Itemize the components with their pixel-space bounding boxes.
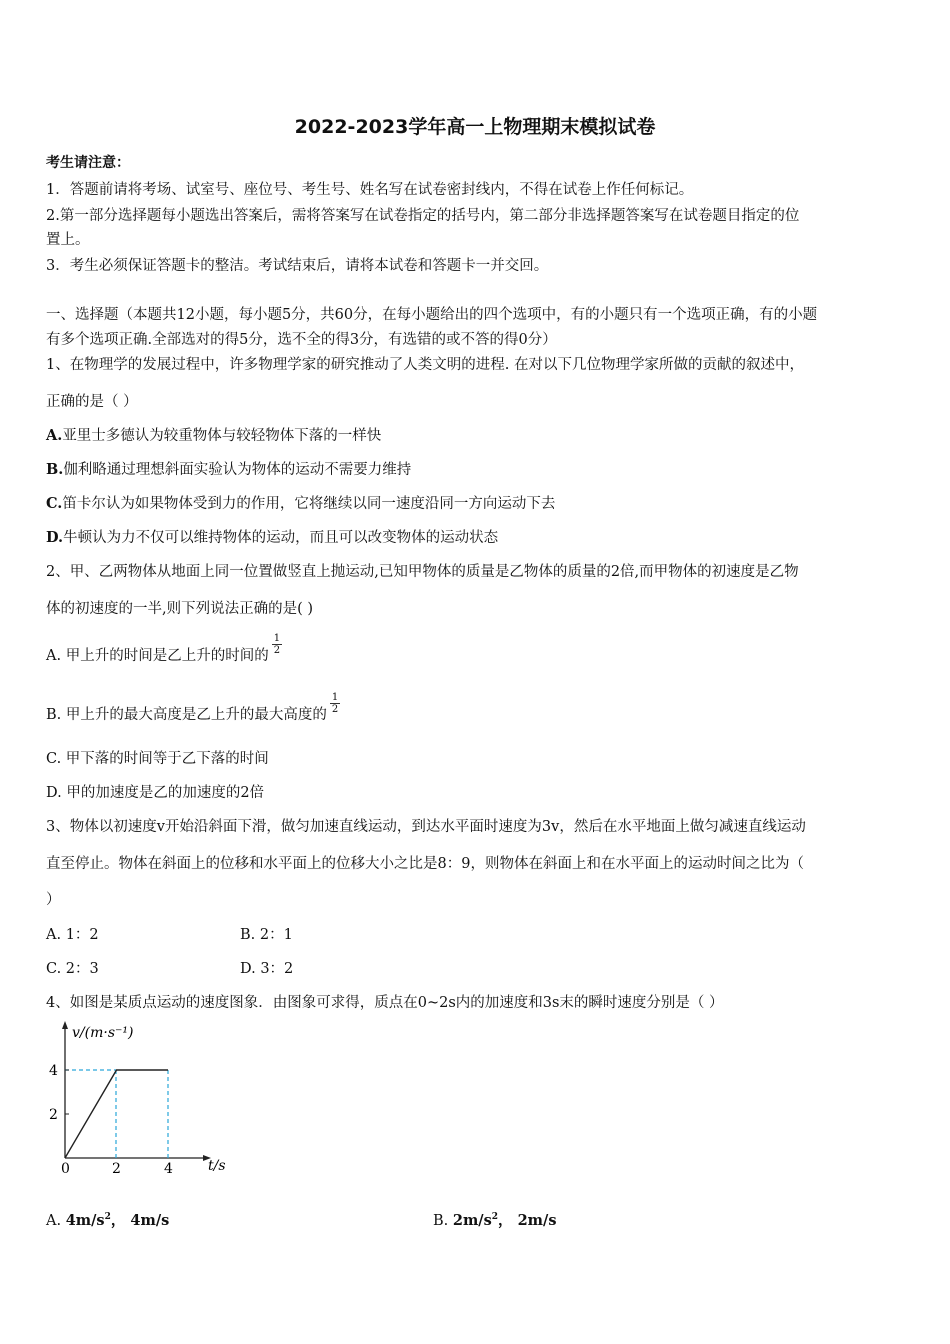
q1-option-d-label: D. bbox=[46, 529, 64, 546]
q2-option-a-text: A. 甲上升的时间是乙上升的时间的 bbox=[46, 648, 269, 664]
q1-option-b-text: 伽利略通过理想斜面实验认为物体的运动不需要力维持 bbox=[63, 462, 412, 478]
q1-option-a-text: 亚里士多德认为较重物体与较轻物体下落的一样快 bbox=[62, 428, 382, 444]
q3-option-a: A. 1：2 bbox=[46, 927, 99, 943]
x-axis-label: t/s bbox=[208, 1158, 226, 1174]
fraction-denominator: 2 bbox=[331, 703, 339, 715]
q4-stem: 4、如图是某质点运动的速度图象．由图象可求得，质点在0~2s内的加速度和3s末的瞬时速度分别是（ ） bbox=[46, 995, 724, 1011]
q4-option-b-value: 2m/s bbox=[452, 1212, 492, 1229]
fraction-numerator: 1 bbox=[331, 691, 339, 703]
q1-option-c-text: 笛卡尔认为如果物体受到力的作用，它将继续以同一速度沿同一方向运动下去 bbox=[62, 496, 556, 512]
q2-option-d: D. 甲的加速度是乙的加速度的2倍 bbox=[46, 785, 265, 801]
section-heading-1: 一、选择题（本题共12小题，每小题5分，共60分，在每小题给出的四个选项中，有的小题只有一个选项正确，有的小题 bbox=[46, 307, 818, 323]
fraction-one-half bbox=[330, 692, 340, 715]
q2-stem-2: 体的初速度的一半,则下列说法正确的是( ) bbox=[46, 601, 314, 617]
q1-option-d bbox=[46, 526, 498, 547]
q3-stem-3: ） bbox=[46, 892, 61, 908]
fraction-one-half bbox=[272, 633, 282, 656]
q1-option-c-label: C. bbox=[46, 495, 63, 512]
y-axis-arrow bbox=[62, 1021, 68, 1029]
x-tick-label-2: 2 bbox=[112, 1161, 121, 1177]
q1-option-d-text: 牛顿认为力不仅可以维持物体的运动，而且可以改变物体的运动状态 bbox=[63, 530, 499, 546]
q1-stem-2: 正确的是（ ） bbox=[46, 394, 138, 410]
velocity-time-chart bbox=[40, 1018, 240, 1178]
notice-item-3: 3．考生必须保证答题卡的整洁。考试结束后，请将本试卷和答题卡一并交回。 bbox=[46, 258, 549, 274]
q1-option-a bbox=[46, 424, 381, 445]
page-title: 2022-2023学年高一上物理期末模拟试卷 bbox=[294, 116, 656, 138]
q1-option-b bbox=[46, 458, 411, 479]
q3-option-d: D. 3：2 bbox=[240, 961, 294, 977]
q3-option-c: C. 2：3 bbox=[46, 961, 99, 977]
q1-stem-1: 1、在物理学的发展过程中，许多物理学家的研究推动了人类文明的进程. 在对以下几位物理学家所做的贡献的叙述中， bbox=[46, 357, 804, 373]
q2-option-b-text: B. 甲上升的最大高度是乙上升的最大高度的 bbox=[46, 707, 327, 723]
q4-option-b bbox=[433, 1209, 557, 1230]
q2-option-a bbox=[46, 632, 282, 668]
q3-option-b: B. 2：1 bbox=[240, 927, 293, 943]
q4-option-a-value-2: ， 4m/s bbox=[110, 1212, 170, 1229]
x-tick-label-4: 4 bbox=[164, 1161, 173, 1177]
y-tick-label-4: 4 bbox=[49, 1063, 58, 1079]
y-axis-label: v/(m·s⁻¹) bbox=[72, 1025, 134, 1041]
section-heading-2: 有多个选项正确.全部选对的得5分，选不全的得3分，有选错的或不答的得0分） bbox=[46, 332, 557, 348]
fraction-denominator: 2 bbox=[273, 644, 281, 656]
q4-option-a-label: A. bbox=[46, 1213, 66, 1229]
q4-option-a-value: 4m/s bbox=[65, 1212, 105, 1229]
notice-item-2: 2.第一部分选择题每小题选出答案后，需将答案写在试卷指定的括号内，第二部分非选择题答案写在试卷题目指定的位 bbox=[46, 208, 800, 224]
notice-item-1: 1．答题前请将考场、试室号、座位号、考生号、姓名写在试卷密封线内，不得在试卷上作任何标记。 bbox=[46, 182, 694, 198]
y-tick-label-2: 2 bbox=[49, 1107, 58, 1123]
q4-option-b-value-2: ， 2m/s bbox=[498, 1212, 557, 1229]
notice-header: 考生请注意： bbox=[46, 155, 130, 171]
q3-stem-1: 3、物体以初速度v开始沿斜面下滑，做匀加速直线运动，到达水平面时速度为3v，然后在水平地面上做匀减速直线运动 bbox=[46, 819, 806, 835]
q4-option-a bbox=[46, 1209, 169, 1230]
q2-option-c: C. 甲下落的时间等于乙下落的时间 bbox=[46, 751, 269, 767]
q2-option-b bbox=[46, 691, 340, 727]
q1-option-b-label: B. bbox=[46, 461, 64, 478]
q4-option-a-sup: 2 bbox=[104, 1212, 111, 1223]
q3-stem-2: 直至停止。物体在斜面上的位移和水平面上的位移大小之比是8：9，则物体在斜面上和在水平面上的运动时间之比为（ bbox=[46, 856, 804, 872]
q1-option-a-label: A. bbox=[46, 427, 63, 444]
fraction-numerator: 1 bbox=[273, 632, 281, 644]
notice-item-2-cont: 置上。 bbox=[46, 232, 90, 248]
q1-option-c bbox=[46, 492, 555, 513]
x-tick-label-0: 0 bbox=[61, 1161, 70, 1177]
q4-option-b-sup: 2 bbox=[491, 1212, 499, 1223]
q4-option-b-label: B. bbox=[433, 1213, 453, 1229]
q2-stem-1: 2、甲、乙两物体从地面上同一位置做竖直上抛运动,已知甲物体的质量是乙物体的质量的2倍,而甲物体的初速度是乙物 bbox=[46, 564, 799, 580]
